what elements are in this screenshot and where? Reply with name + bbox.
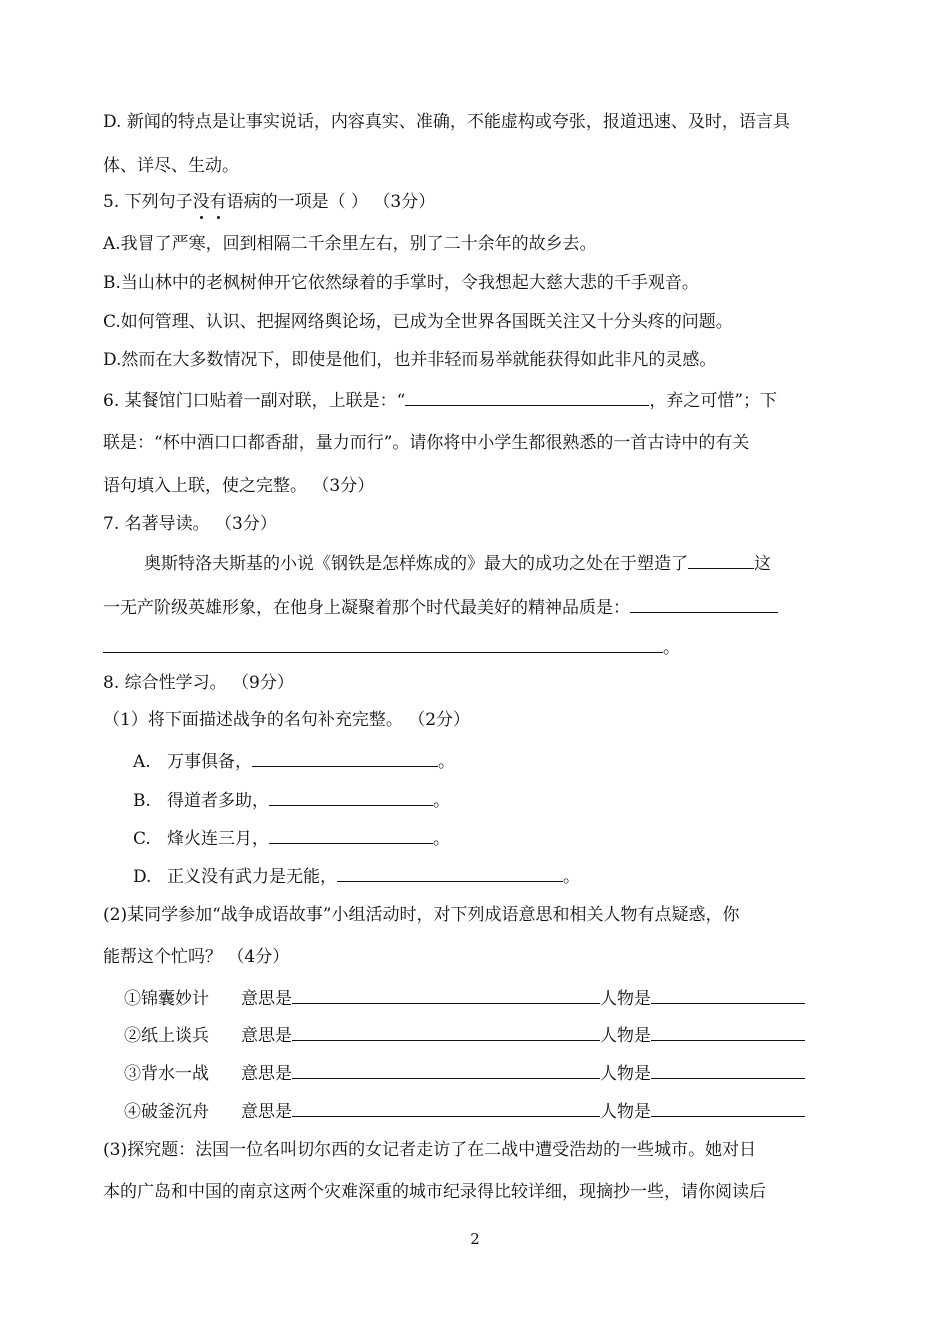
q7-title: 7. 名著导读。 （3分） [103, 514, 277, 534]
q8-part3-line2: 本的广岛和中国的南京这两个灾难深重的城市纪录得比较详细，现摘抄一些，请你阅读后 [103, 1182, 766, 1202]
q7-line1 [144, 550, 771, 576]
meaning-label: 意思是 [241, 989, 292, 1009]
item-end: 。 [438, 752, 455, 772]
meaning-blank-2[interactable] [292, 1022, 600, 1041]
q8-idiom-row-3 [124, 1060, 805, 1086]
q6-line1 [103, 387, 777, 413]
person-blank-3[interactable] [651, 1060, 805, 1079]
q7-hero-blank[interactable] [688, 550, 754, 569]
item-label: B. [133, 791, 151, 811]
item-label: C. [133, 829, 151, 849]
q8-title: 8. 综合性学习。 （9分） [103, 673, 294, 693]
q5-stem-prefix: 5. 下列句子 [103, 192, 193, 212]
q8-part1-blank-c[interactable] [269, 825, 433, 844]
idiom-name: ①锦囊妙计 [124, 989, 209, 1009]
q5-option-a: A.我冒了严寒，回到相隔二千余里左右，别了二十余年的故乡去。 [103, 234, 597, 254]
q8-idiom-row-4 [124, 1098, 805, 1124]
q5-option-b: B.当山林中的老枫树伸开它依然绿着的手掌时，令我想起大慈大悲的千手观音。 [103, 273, 699, 293]
item-end: 。 [433, 829, 450, 849]
q4-option-d-line1: D. 新闻的特点是让事实说话，内容真实、准确，不能虚构或夸张，报道迅速、及时，语言具 [103, 112, 790, 132]
person-blank-1[interactable] [651, 985, 805, 1004]
q7-quality-blank-1[interactable] [630, 594, 778, 613]
item-text: 万事俱备， [167, 752, 252, 772]
meaning-blank-1[interactable] [292, 985, 600, 1004]
meaning-label: 意思是 [241, 1102, 292, 1122]
q8-part2-line1: (2)某同学参加“战争成语故事”小组活动时，对下列成语意思和相关人物有点疑惑，你 [103, 905, 740, 925]
q5-stem-suffix: 语病的一项是（ ） （3分） [226, 192, 436, 212]
q5-emphasis-char-1: 没 [192, 192, 210, 212]
item-label: D. [133, 867, 152, 887]
item-text: 得道者多助， [167, 791, 269, 811]
q5-option-d: D.然而在大多数情况下，即使是他们，也并非轻而易举就能获得如此非凡的灵感。 [103, 350, 717, 370]
item-text: 烽火连三月， [167, 829, 269, 849]
q5-stem [103, 190, 435, 214]
person-blank-2[interactable] [651, 1022, 805, 1041]
meaning-blank-4[interactable] [292, 1098, 600, 1117]
q8-part1-blank-b[interactable] [269, 787, 433, 806]
person-label: 人物是 [600, 989, 651, 1009]
idiom-name: ④破釜沉舟 [124, 1102, 209, 1122]
q6-line1-end: ，弃之可惜”；下 [649, 391, 778, 411]
q6-line1-start: 6. 某餐馆门口贴着一副对联，上联是：“ [103, 391, 406, 411]
q7-line2-text: 一无产阶级英雄形象，在他身上凝聚着那个时代最美好的精神品质是： [103, 598, 630, 618]
meaning-blank-3[interactable] [292, 1060, 600, 1079]
q6-line2: 联是：“杯中酒口口都香甜，量力而行”。请你将中小学生都很熟悉的一首古诗中的有关 [103, 433, 750, 453]
q8-part1-item-d [133, 863, 580, 889]
q8-idiom-row-2 [124, 1022, 805, 1048]
person-blank-4[interactable] [651, 1098, 805, 1117]
q7-line3-end: 。 [663, 638, 680, 658]
q7-quality-blank-2[interactable] [103, 634, 663, 653]
q8-part2-line2: 能帮这个忙吗？ （4分） [103, 947, 290, 967]
idiom-name: ③背水一战 [124, 1064, 209, 1084]
idiom-name: ②纸上谈兵 [124, 1026, 209, 1046]
q8-part1-item-b [133, 787, 450, 813]
q8-part1-blank-a[interactable] [252, 748, 438, 767]
q8-part1-item-c [133, 825, 450, 851]
meaning-label: 意思是 [241, 1026, 292, 1046]
item-end: 。 [563, 867, 580, 887]
q5-option-c: C.如何管理、认识、把握网络舆论场，已成为全世界各国既关注又十分头疼的问题。 [103, 312, 733, 332]
item-label: A. [133, 752, 151, 772]
page-number: 2 [470, 1230, 480, 1248]
q8-idiom-row-1 [124, 985, 805, 1011]
person-label: 人物是 [600, 1026, 651, 1046]
q8-part1-blank-d[interactable] [337, 863, 563, 882]
q8-part1-item-a [133, 748, 455, 774]
q7-line1-end: 这 [754, 554, 771, 574]
q5-emphasis-char-2: 有 [209, 192, 227, 212]
q7-line2 [103, 594, 778, 620]
person-label: 人物是 [600, 1102, 651, 1122]
q7-line1-start: 奥斯特洛夫斯基的小说《钢铁是怎样炼成的》最大的成功之处在于塑造了 [144, 554, 688, 574]
q4-option-d-line2: 体、详尽、生动。 [103, 156, 239, 176]
meaning-label: 意思是 [241, 1064, 292, 1084]
item-text: 正义没有武力是无能， [167, 867, 337, 887]
person-label: 人物是 [600, 1064, 651, 1084]
q8-part1-title: （1）将下面描述战争的名句补充完整。 （2分） [103, 710, 471, 730]
q6-answer-blank[interactable] [405, 387, 649, 406]
q6-line3: 语句填入上联，使之完整。 （3分） [103, 476, 375, 496]
q7-line3 [103, 634, 680, 660]
q8-part3-line1: (3)探究题：法国一位名叫切尔西的女记者走访了在二战中遭受浩劫的一些城市。她对日 [103, 1140, 757, 1160]
item-end: 。 [433, 791, 450, 811]
